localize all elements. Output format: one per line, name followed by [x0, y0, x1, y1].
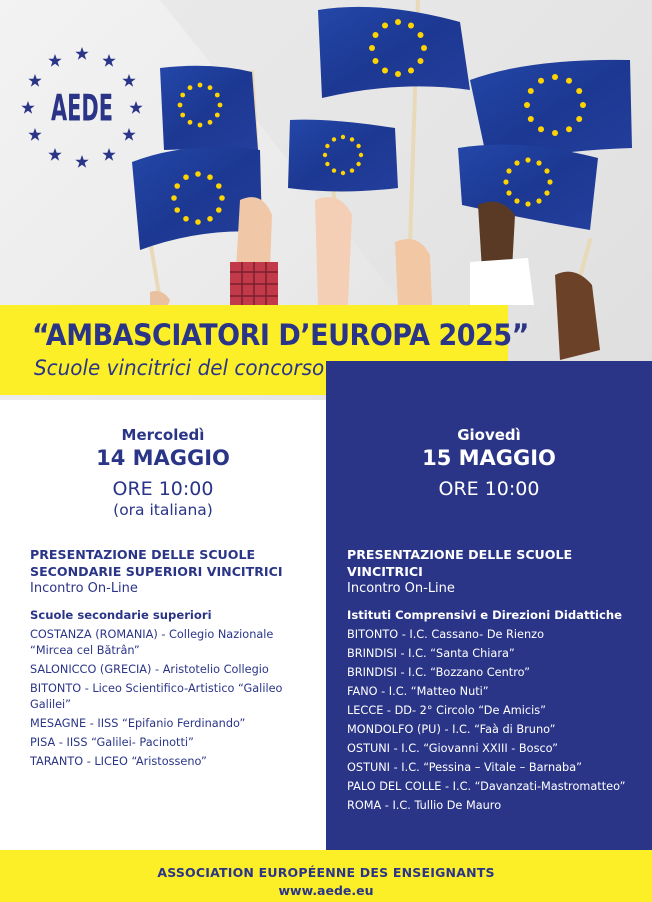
logo-text: AEDE — [50, 87, 114, 130]
right-mode: Incontro On-Line — [347, 581, 455, 596]
left-column — [0, 426, 326, 519]
left-mode: Incontro On-Line — [30, 581, 138, 596]
left-details — [30, 546, 320, 773]
list-item: ROMA - I.C. Tullio De Mauro — [347, 799, 502, 812]
list-item: BRINDISI - I.C. “Bozzano Centro” — [347, 666, 530, 679]
website-link[interactable]: www.aede.eu — [278, 883, 374, 898]
right-time: ORE 10:00 — [438, 478, 540, 500]
list-item: BRINDISI - I.C. “Santa Chiara” — [347, 647, 515, 660]
right-presentation-line2: VINCITRICI — [347, 564, 423, 579]
list-item: BITONTO - I.C. Cassano- De Rienzo — [347, 628, 545, 641]
list-item: MESAGNE - IISS “Epifanio Ferdinando” — [30, 717, 246, 730]
eu-flag-icon — [160, 66, 258, 150]
list-item: LECCE - DD- 2° Circolo “De Amicis” — [347, 704, 546, 717]
left-date: 14 MAGGIO — [96, 446, 230, 470]
right-day: Giovedì — [457, 426, 521, 444]
right-presentation-line1: PRESENTAZIONE DELLE SCUOLE — [347, 547, 573, 562]
list-item: PALO DEL COLLE - I.C. “Davanzati-Mastromatteo” — [347, 780, 626, 793]
left-time: ORE 10:00 — [112, 478, 214, 500]
list-item: COSTANZA (ROMANIA) - Collegio Nazionale — [30, 628, 274, 641]
eu-flag-icon — [288, 120, 398, 192]
event-subtitle: Scuole vincitrici del concorso — [34, 356, 325, 380]
eu-flag-icon — [318, 7, 470, 98]
left-list-heading: Scuole secondarie superiori — [30, 608, 212, 622]
right-date: 15 MAGGIO — [422, 446, 556, 470]
list-item: TARANTO - LICEO “Aristosseno” — [30, 755, 207, 768]
right-list-heading: Istituti Comprensivi e Direzioni Didattiche — [347, 608, 623, 622]
association-name: ASSOCIATION EUROPÉENNE DES ENSEIGNANTS — [157, 865, 495, 880]
list-item: OSTUNI - I.C. “Giovanni XXIII - Bosco” — [347, 742, 559, 755]
list-item: “Mircea cel Bătrân” — [30, 644, 140, 657]
aede-logo — [14, 40, 150, 176]
list-item: Galilei” — [30, 698, 72, 711]
left-presentation-line2: SECONDARIE SUPERIORI VINCITRICI — [30, 564, 283, 579]
list-item: PISA - IISS “Galilei- Pacinotti” — [30, 736, 194, 749]
event-title: “AMBASCIATORI D’EUROPA 2025” — [32, 318, 529, 352]
list-item: MONDOLFO (PU) - I.C. “Faà di Bruno” — [347, 723, 556, 736]
left-day: Mercoledì — [121, 426, 205, 444]
list-item: BITONTO - Liceo Scientifico-Artistico “Galileo — [30, 682, 283, 695]
list-item: SALONICCO (GRECIA) - Aristotelio Collegio — [30, 663, 269, 676]
list-item: FANO - I.C. “Matteo Nuti” — [347, 685, 489, 698]
left-presentation-line1: PRESENTAZIONE DELLE SCUOLE — [30, 547, 256, 562]
right-column — [326, 426, 652, 500]
right-details — [347, 546, 647, 817]
left-timezone: (ora italiana) — [113, 501, 213, 519]
list-item: OSTUNI - I.C. “Pessina – Vitale – Barnaba” — [347, 761, 582, 774]
footer — [0, 850, 652, 902]
